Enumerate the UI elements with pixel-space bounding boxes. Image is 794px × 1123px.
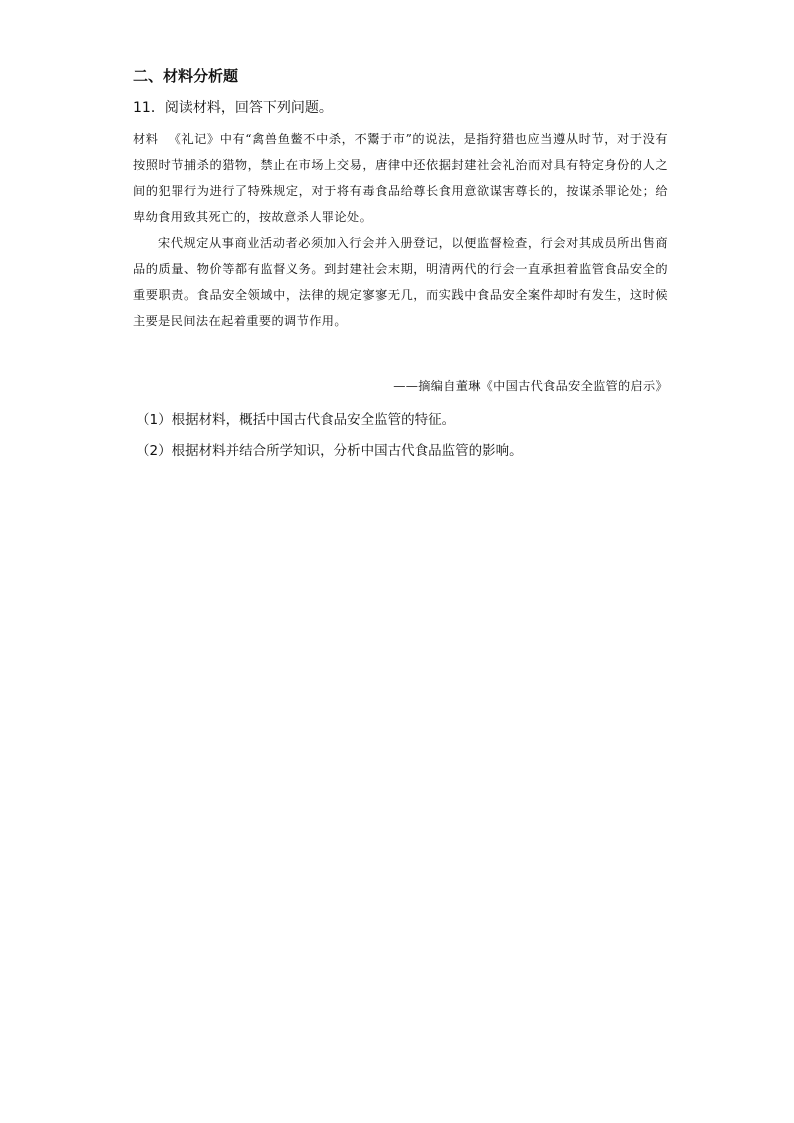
sub-question-1: （1）根据材料，概括中国古代食品安全监管的特征。 — [136, 412, 456, 428]
material-paragraph-1-text: 《礼记》中有“禽兽鱼鳖不中杀，不鬻于市”的说法，是指狩猎也应当遵从时节，对于没有按照时节捕杀的猎物，禁止在市场上交易，唐律中还依据封建社会礼治而对具有特定身份的人之间的犯罪行为进行了特殊规定，对于将有毒食品给尊长食用意欲谋害尊长的，按谋杀罪论处；给卑幼食用致其死亡的，按故意杀人罪论处。 — [133, 132, 668, 224]
section-title: 二、材料分析题 — [133, 67, 239, 85]
material-block — [133, 126, 668, 334]
question-stem: 11．阅读材料，回答下列问题。 — [133, 100, 333, 116]
citation: ——摘编自董琳《中国古代食品安全监管的启示》 — [393, 379, 668, 393]
material-paragraph-2: 宋代规定从事商业活动者必须加入行会并入册登记，以便监督检查，行会对其成员所出售商品的质量、物价等都有监督义务。到封建社会末期，明清两代的行会一直承担着监管食品安全的重要职责。食品安全领域中，法律的规定寥寥无几，而实践中食品安全案件却时有发生，这时候主要是民间法在起着重要的调节作用。 — [133, 236, 668, 328]
material-paragraph-1 — [133, 126, 668, 230]
sub-question-2: （2）根据材料并结合所学知识，分析中国古代食品监管的影响。 — [136, 443, 523, 459]
material-label: 材料 — [133, 132, 159, 146]
